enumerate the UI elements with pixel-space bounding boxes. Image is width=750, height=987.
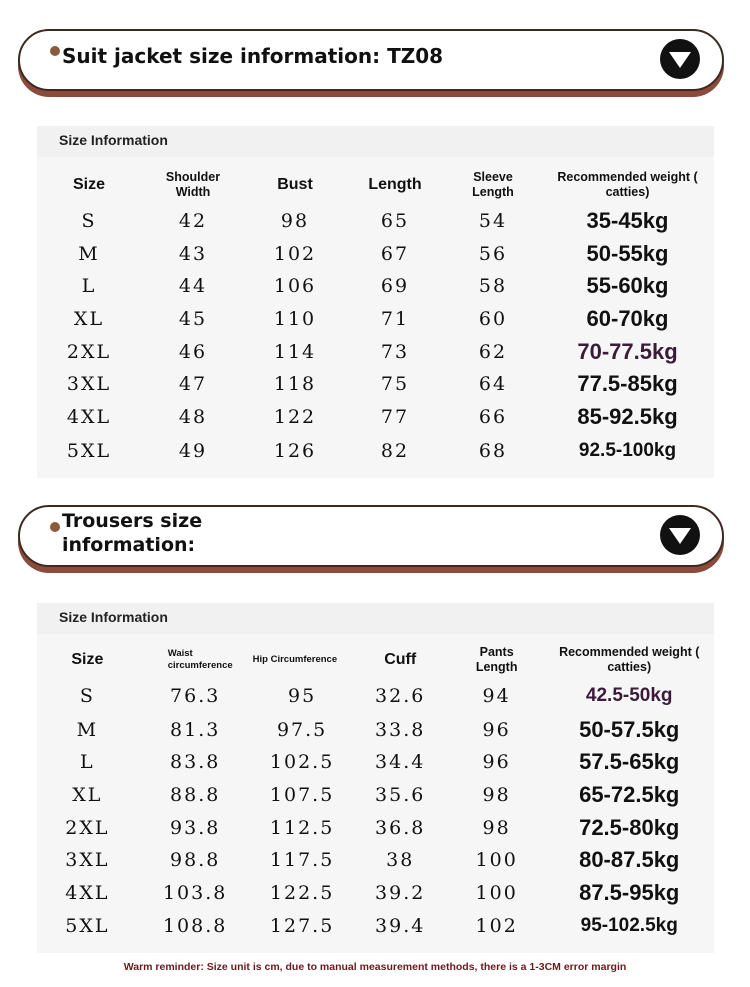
cell-shoulder: 47	[178, 373, 208, 395]
trousers-section-banner[interactable]	[18, 505, 724, 567]
cell-sleeve: 64	[478, 373, 508, 395]
table-row	[37, 335, 714, 368]
cell-size: 3XL	[66, 373, 112, 395]
cell-bust: 122	[273, 405, 317, 428]
cell-weight: 50-57.5kg	[579, 716, 680, 742]
table-row	[37, 270, 714, 302]
cell-size: S	[79, 685, 95, 707]
table-row	[37, 746, 714, 778]
cell-pants-length: 98	[482, 783, 511, 806]
header-length: Length	[368, 176, 422, 193]
cell-length: 77	[380, 405, 410, 428]
cell-pants-length: 100	[475, 849, 518, 871]
header-pants-length: Pants Length	[475, 645, 518, 674]
cell-pants-length: 96	[482, 718, 511, 741]
header-sleeve-length: Sleeve Length	[472, 170, 514, 199]
trousers-size-table	[37, 641, 714, 943]
cell-pants-length: 96	[482, 751, 511, 773]
cell-size: 5XL	[65, 915, 110, 937]
cell-hip: 102.5	[269, 751, 335, 773]
header-cuff: Cuff	[384, 651, 417, 668]
cell-length: 75	[380, 373, 410, 395]
cell-weight: 77.5-85kg	[577, 371, 678, 396]
cell-hip: 122.5	[269, 881, 335, 904]
cell-size: 2XL	[65, 816, 110, 839]
table-row	[37, 302, 714, 335]
jacket-table-caption: Size Information	[59, 132, 168, 148]
cell-sleeve: 68	[478, 439, 508, 462]
warm-reminder-note: Warm reminder: Size unit is cm, due to manual measurement methods, there is a 1-3CM error margin	[123, 961, 627, 973]
cell-shoulder: 43	[178, 242, 208, 265]
jacket-size-panel	[37, 126, 714, 478]
cell-waist: 81.3	[170, 718, 221, 741]
table-row	[37, 679, 714, 713]
cell-cuff: 38	[386, 849, 415, 871]
cell-shoulder: 46	[178, 340, 208, 363]
jacket-size-table	[37, 166, 714, 468]
cell-shoulder: 45	[178, 307, 208, 330]
cell-size: M	[76, 718, 99, 741]
cell-shoulder: 49	[178, 439, 208, 462]
cell-length: 67	[380, 242, 410, 265]
bullet-dot-icon	[50, 522, 60, 532]
jacket-section-banner[interactable]	[18, 29, 724, 91]
trousers-size-panel	[37, 603, 714, 953]
header-bust: Bust	[277, 176, 313, 193]
cell-length: 69	[380, 275, 410, 297]
table-row	[37, 876, 714, 909]
cell-pants-length: 98	[482, 816, 511, 839]
cell-shoulder: 44	[178, 275, 208, 297]
cell-weight: 55-60kg	[586, 273, 669, 298]
header-recommended-weight: Recommended weight ( catties)	[559, 645, 700, 674]
cell-weight: 85-92.5kg	[577, 403, 678, 429]
header-hip-circumference: Hip Circumference	[252, 654, 338, 665]
cell-hip: 107.5	[269, 783, 335, 806]
cell-sleeve: 60	[478, 307, 508, 330]
cell-weight: 57.5-65kg	[579, 749, 680, 774]
cell-hip: 112.5	[269, 816, 335, 839]
cell-size: 2XL	[66, 340, 112, 363]
cell-length: 73	[380, 340, 410, 363]
cell-waist: 83.8	[170, 751, 221, 773]
cell-bust: 98	[280, 209, 310, 232]
cell-cuff: 39.4	[375, 915, 426, 937]
cell-waist: 98.8	[170, 849, 221, 871]
cell-size: L	[81, 275, 97, 297]
table-row	[37, 368, 714, 400]
table-row	[37, 909, 714, 943]
cell-bust: 106	[273, 275, 317, 297]
table-row	[37, 844, 714, 876]
cell-cuff: 35.6	[375, 783, 426, 806]
cell-cuff: 39.2	[375, 881, 426, 904]
cell-shoulder: 42	[178, 209, 208, 232]
table-row	[37, 778, 714, 811]
chevron-down-icon[interactable]	[660, 515, 700, 555]
cell-shoulder: 48	[178, 405, 208, 428]
cell-cuff: 32.6	[375, 685, 426, 707]
cell-cuff: 36.8	[375, 816, 426, 839]
trousers-banner-title-line1: Trousers size	[62, 510, 203, 532]
cell-waist: 93.8	[170, 816, 221, 839]
header-shoulder-width: Shoulder Width	[165, 170, 221, 199]
table-row	[37, 237, 714, 270]
cell-sleeve: 66	[478, 405, 508, 428]
cell-size: L	[80, 751, 95, 773]
cell-sleeve: 54	[478, 209, 508, 232]
cell-size: XL	[73, 307, 105, 330]
header-waist-circumference: Waist circumference	[167, 648, 233, 671]
cell-pants-length: 94	[482, 685, 511, 707]
trousers-banner-title-line2: information:	[62, 534, 196, 556]
cell-weight: 80-87.5kg	[579, 847, 680, 872]
header-recommended-weight: Recommended weight ( catties)	[557, 170, 698, 199]
cell-sleeve: 58	[478, 275, 508, 297]
cell-bust: 126	[273, 439, 317, 462]
cell-length: 82	[380, 439, 410, 462]
cell-weight: 60-70kg	[586, 305, 669, 331]
cell-cuff: 33.8	[375, 718, 426, 741]
cell-hip: 97.5	[276, 718, 328, 741]
header-size: Size	[71, 651, 104, 668]
cell-bust: 110	[273, 307, 317, 330]
table-row	[37, 811, 714, 844]
cell-size: M	[78, 242, 100, 265]
cell-sleeve: 62	[478, 340, 508, 363]
cell-weight: 70-77.5kg	[577, 338, 678, 364]
cell-bust: 114	[273, 340, 317, 363]
trousers-header-row	[37, 641, 714, 679]
header-size: Size	[72, 176, 105, 193]
cell-weight: 95-102.5kg	[580, 915, 678, 936]
cell-weight: 50-55kg	[586, 240, 669, 266]
cell-size: S	[81, 209, 97, 232]
cell-weight: 87.5-95kg	[579, 879, 680, 905]
cell-weight: 92.5-100kg	[578, 439, 677, 461]
cell-sleeve: 56	[478, 242, 508, 265]
table-row	[37, 204, 714, 237]
cell-size: 3XL	[65, 849, 110, 871]
cell-pants-length: 100	[475, 881, 518, 904]
table-row	[37, 433, 714, 468]
jacket-header-row	[37, 166, 714, 204]
cell-waist: 88.8	[170, 783, 221, 806]
cell-size: 5XL	[66, 439, 112, 462]
cell-cuff: 34.4	[375, 751, 426, 773]
jacket-banner-title: Suit jacket size information: TZ08	[62, 44, 444, 68]
cell-size: XL	[72, 783, 103, 806]
cell-hip: 95	[288, 685, 317, 707]
cell-waist: 108.8	[162, 915, 228, 937]
trousers-table-caption: Size Information	[59, 609, 168, 625]
cell-weight: 72.5-80kg	[579, 814, 680, 840]
cell-weight: 42.5-50kg	[585, 685, 673, 706]
cell-length: 65	[380, 209, 410, 232]
table-row	[37, 713, 714, 746]
cell-weight: 65-72.5kg	[579, 781, 680, 807]
cell-length: 71	[380, 307, 410, 330]
cell-hip: 127.5	[269, 915, 335, 937]
cell-waist: 103.8	[162, 881, 228, 904]
cell-bust: 102	[273, 242, 317, 265]
cell-pants-length: 102	[475, 915, 518, 937]
chevron-down-icon[interactable]	[660, 39, 700, 79]
cell-bust: 118	[273, 373, 317, 395]
cell-size: 4XL	[66, 405, 112, 428]
cell-size: 4XL	[65, 881, 110, 904]
cell-weight: 35-45kg	[586, 207, 669, 233]
cell-waist: 76.3	[170, 685, 221, 707]
table-row	[37, 400, 714, 433]
cell-hip: 117.5	[269, 849, 335, 871]
bullet-dot-icon	[50, 46, 60, 56]
